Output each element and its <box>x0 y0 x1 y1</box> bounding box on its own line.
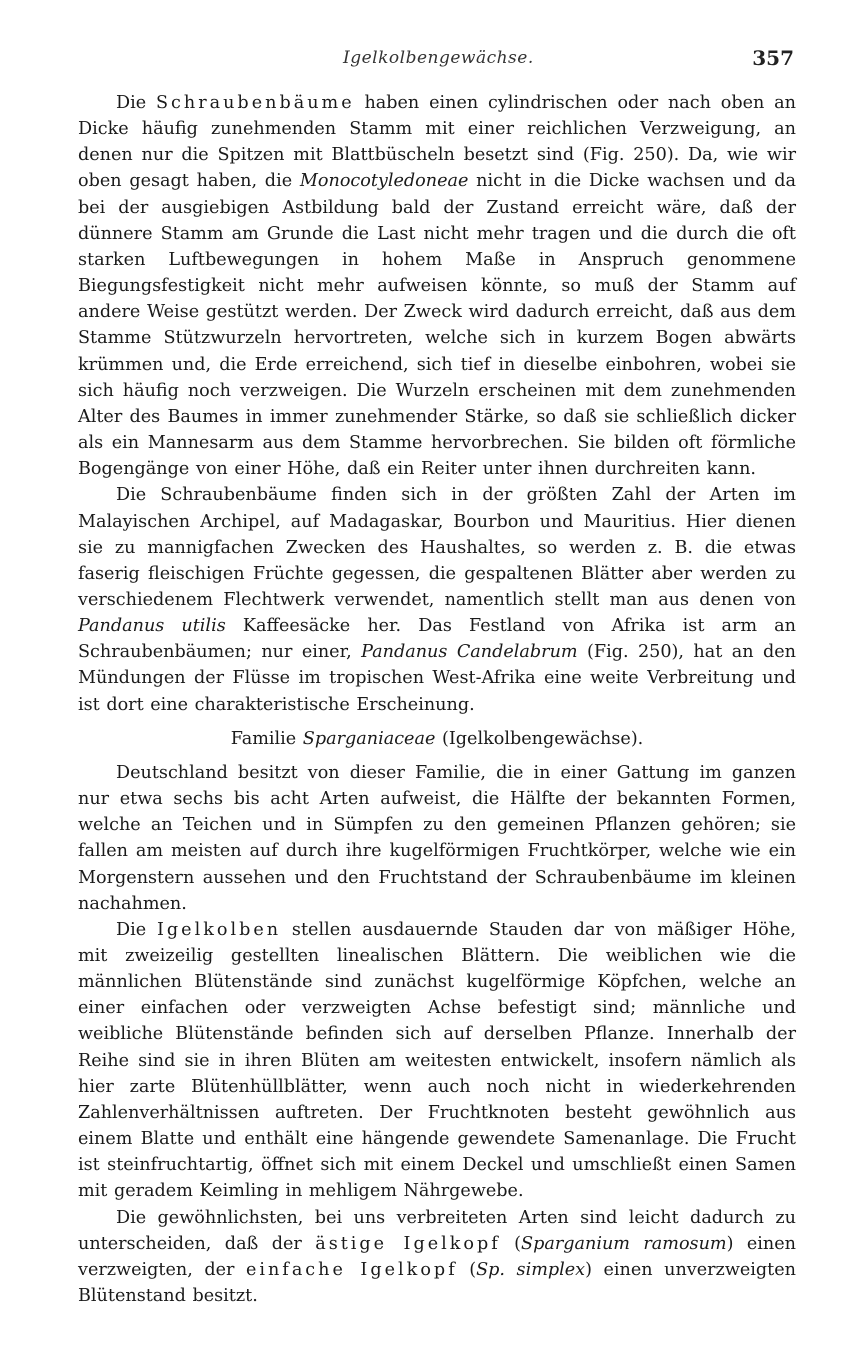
text-run: Die <box>116 919 157 940</box>
text-run: Die <box>116 93 156 113</box>
text-run: Kaffeesäcke her. Das Festland von Afrika ist arm an Schraubenbäumen; nur einer, <box>78 616 796 663</box>
text-run: Deutschland besitzt von dieser Familie, die in einer Gattung im ganzen nur etwa sechs bis acht Arten aufweist, die Hälfte der bekannten Formen, welche an Teichen und in Sümpfen zu den gemeinen Pflanzen gehören; sie fallen am meisten auf durch ihre kugelförmigen Fruchtkörper, welche wie ein Morgenstern aussehen und den Fruchtstand der Schraubenbäume im kleinen nachahmen. <box>78 762 796 914</box>
latin-term: Sparganiaceae <box>302 728 436 749</box>
text-run: (Fig. 250), hat an den Mündungen der Flüsse im tropischen West-Afrika eine weite Verbreitung und ist dort eine charakteristische Erscheinung. <box>78 642 796 715</box>
section-heading <box>78 726 796 752</box>
text-run: Die gewöhnlichsten, bei uns verbreiteten Arten sind leicht dadurch zu unterscheiden, daß der <box>78 1207 796 1254</box>
text-run: Die Schraubenbäume finden sich in der größten Zahl der Arten im Malayischen Archipel, auf Madagaskar, Bourbon und Mauritius. Hier dienen sie zu mannigfachen Zwecken des Haushaltes, so werden z. B. die etwas faserig fleischigen Früchte gegessen, die gespaltenen Blätter aber werden zu verschiedenem Flechtwerk verwendet, namentlich stellt man aus denen von <box>78 485 796 610</box>
page-number: 357 <box>752 46 794 70</box>
latin-term: Monocotyledoneae <box>299 171 469 192</box>
paragraph-schraubenbaeume-stamm <box>78 90 796 482</box>
text-run: ( <box>457 1259 477 1280</box>
text-run: ( <box>500 1233 522 1254</box>
paragraph-arten-unterscheidung <box>78 1205 796 1310</box>
paragraph-deutschland-familie <box>78 760 796 917</box>
text-run: (Igelkolbengewächse). <box>435 728 644 749</box>
latin-term: Sparganium ramosum <box>521 1233 727 1254</box>
spaced-term: ästige Igelkopf <box>315 1233 501 1254</box>
text-run: haben einen cylindrischen oder nach oben an Dicke häufig zunehmenden Stamm mit einer reichlichen Verzweigung, an denen nur die Spitzen mit Blattbüscheln besetzt sind (Fig. 250). Da, wie wir oben gesagt haben, die <box>78 93 796 192</box>
text-run: nicht in die Dicke wachsen und da bei der ausgiebigen Astbildung bald der Zustand erreicht wäre, daß der dünnere Stamm am Grunde die Last nicht mehr tragen und die durch die oft starken Luftbewegungen in hohem Maße in Anspruch genommene Biegungsfestigkeit nicht mehr aufweisen könnte, so muß der Stamm auf andere Weise gestützt werden. Der Zweck wird dadurch erreicht, daß aus dem Stamme Stützwurzeln hervortreten, welche sich in kurzem Bogen abwärts krümmen und, die Erde erreichend, sich tief in dieselbe einbohren, wobei sie sich häufig noch verzweigen. Die Wurzeln erscheinen mit dem zunehmenden Alter des Baumes in immer zunehmender Stärke, so daß sie schließlich dicker als ein Mannesarm aus dem Stamme hervorbrechen. Sie bilden oft förmliche Bogengänge von einer Höhe, daß ein Reiter unter ihnen durchreiten kann. <box>78 171 797 480</box>
text-run: ) einen verzweigten, der <box>78 1233 796 1280</box>
text-run: Familie <box>230 728 303 749</box>
page-header <box>0 46 850 76</box>
spaced-term: Igelkolben <box>156 919 282 940</box>
body-text <box>78 90 796 1309</box>
paragraph-igelkolben-beschreibung <box>78 917 796 1205</box>
latin-term: Sp. simplex <box>476 1259 586 1280</box>
running-head: Igelkolbengewächse. <box>343 48 534 68</box>
latin-term: Pandanus Candelabrum <box>361 642 578 663</box>
spaced-term: einfache Igelkopf <box>245 1259 458 1280</box>
spaced-term: Schraubenbäume <box>155 93 355 113</box>
latin-term: Pandanus utilis <box>78 616 226 637</box>
text-run: ) einen unverzweigten Blütenstand besitzt. <box>78 1259 796 1307</box>
text-run: stellen ausdauernde Stauden dar von mäßiger Höhe, mit zweizeilig gestellten linealischen Blättern. Die weiblichen wie die männlichen Blütenstände sind zunächst kugelförmige Köpfchen, welche an einer einfachen oder verzweigten Achse befestigt sind; männliche und weibliche Blütenstände befinden sich auf derselben Pflanze. Innerhalb der Reihe sind sie in ihren Blüten am weitesten entwickelt, insofern nämlich als hier zarte Blütenhüllblätter, wenn auch noch nicht in wiederkehrenden Zahlenverhältnissen auftreten. Der Fruchtknoten besteht gewöhnlich aus einem Blatte und enthält eine hängende gewendete Samenanlage. Die Frucht ist steinfruchtartig, öffnet sich mit einem Deckel und umschließt einen Samen mit geradem Keimling in mehligem Nährgewebe. <box>78 919 796 1202</box>
paragraph-schraubenbaeume-verbreitung <box>78 482 796 717</box>
